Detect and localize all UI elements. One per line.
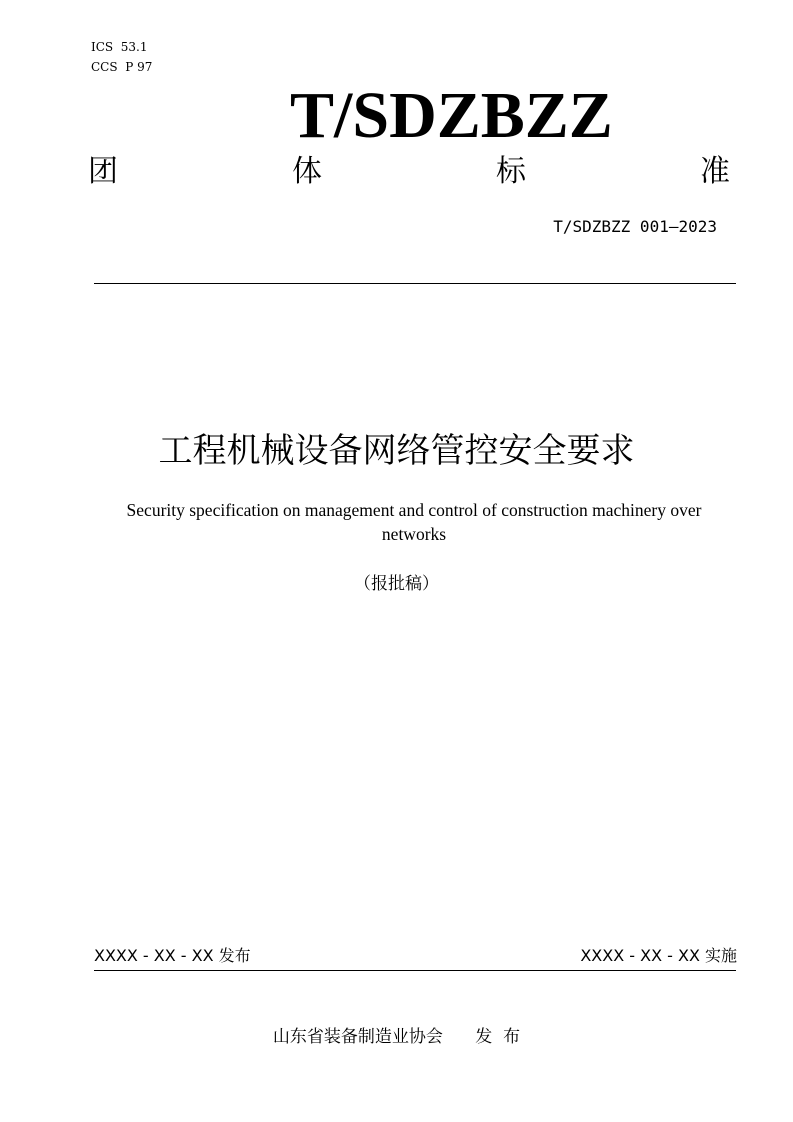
- standard-number: T/SDZBZZ 001—2023: [553, 217, 717, 236]
- standard-code-logo: T/SDZBZZ: [290, 79, 613, 152]
- ics-code: ICS 53.1: [91, 40, 148, 54]
- title-english: Security specification on management and control of construction machinery over networks: [126, 500, 702, 544]
- bottom-divider: [94, 970, 736, 971]
- top-divider: [94, 283, 736, 284]
- category-char: 体: [292, 154, 322, 189]
- category-char: 标: [496, 154, 526, 189]
- ccs-code: CCS P 97: [91, 60, 153, 74]
- publish-date: XXXX - XX - XX 发布: [94, 946, 251, 965]
- category-char: 准: [700, 154, 730, 189]
- standard-category: [88, 152, 730, 192]
- publisher: 山东省装备制造业协会 发 布: [272, 1027, 521, 1047]
- draft-stage: （报批稿）: [354, 574, 439, 594]
- title-chinese: 工程机械设备网络管控安全要求: [158, 431, 635, 471]
- implement-date: XXXX - XX - XX 实施: [580, 946, 737, 965]
- category-char: 团: [88, 154, 118, 189]
